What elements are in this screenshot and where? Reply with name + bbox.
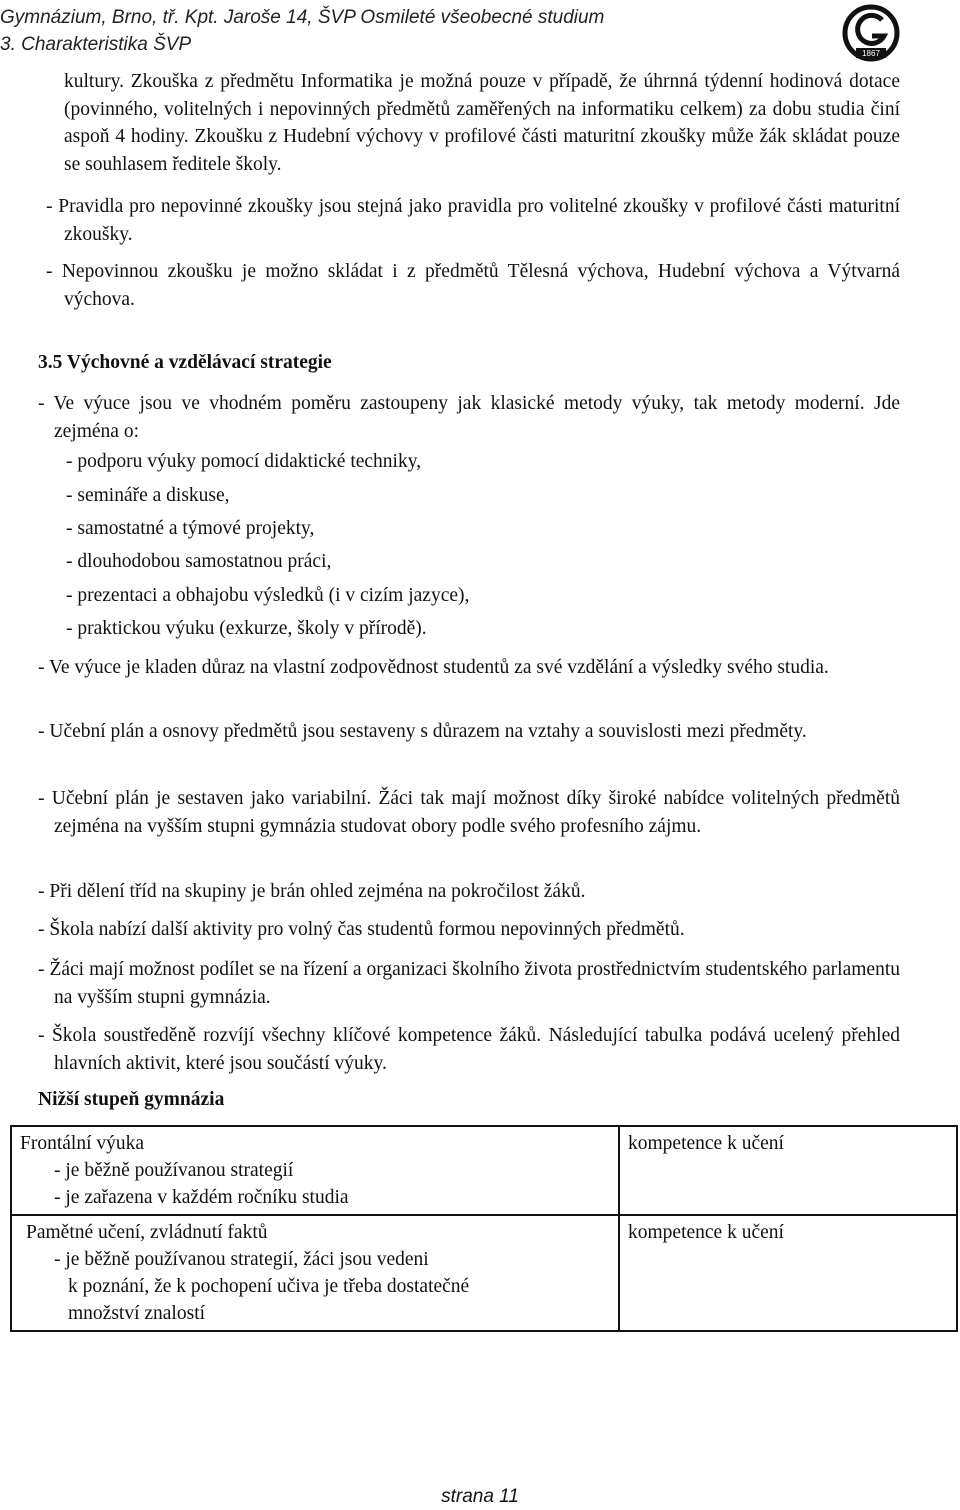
- activity-detail: - je zařazena v každém ročníku studia: [54, 1187, 349, 1208]
- list-item: - samostatné a týmové projekty,: [66, 518, 315, 539]
- competence-label: kompetence k učení: [628, 1133, 784, 1154]
- table-cell-activity: [11, 1126, 619, 1215]
- activity-detail: - je běžně používanou strategií: [54, 1160, 294, 1181]
- list-item: - semináře a diskuse,: [66, 485, 230, 506]
- activity-title: Pamětné učení, zvládnutí faktů: [26, 1222, 268, 1243]
- table-cell-competence: [619, 1126, 957, 1215]
- strategy-item: - Škola soustředěně rozvíjí všechny klíčové kompetence žáků. Následující tabulka podává ucelený přehled hlavních aktivit, které jsou součástí výuky.: [38, 1025, 900, 1074]
- strategy-item: - Učební plán je sestaven jako variabilní. Žáci tak mají možnost díky široké nabídce volitelných předmětů zejména na vyšším stupni gymnázia studovat obory podle svého profesního zájmu.: [38, 788, 900, 837]
- activity-detail: k poznání, že k pochopení učiva je třeba dostatečné: [68, 1276, 470, 1297]
- bullet-extra-subjects: - Nepovinnou zkoušku je možno skládat i z předmětů Tělesná výchova, Hudební výchova a Výtvarná výchova.: [46, 261, 900, 310]
- list-item: - podporu výuky pomocí didaktické techniky,: [66, 451, 422, 472]
- table-heading: Nižší stupeň gymnázia: [38, 1089, 225, 1110]
- activity-detail: - je běžně používanou strategií, žáci jsou vedeni: [54, 1249, 429, 1270]
- activity-detail: množství znalostí: [68, 1303, 206, 1324]
- activity-title: Frontální výuka: [20, 1133, 145, 1154]
- intro-paragraph: kultury. Zkouška z předmětu Informatika je možná pouze v případě, že úhrnná týdenní hodinová dotace (povinného, volitelných i nepovinných předmětů zaměřených na informatiku celkem) za dobu studia činí aspoň 4 hodiny. Zkoušku z Hudební výchovy v profilové části maturitní zkoušky může žák skládat pouze se souhlasem ředitele školy.: [64, 71, 900, 175]
- list-item: - prezentaci a obhajobu výsledků (i v cizím jazyce),: [66, 585, 470, 606]
- activities-table: [10, 1125, 958, 1332]
- table-cell-competence: [619, 1215, 957, 1331]
- table-row: [11, 1126, 957, 1215]
- page-header: [0, 4, 604, 58]
- header-chapter: 3. Charakteristika ŠVP: [0, 34, 192, 55]
- section-heading: 3.5 Výchovné a vzdělávací strategie: [38, 352, 332, 373]
- competence-label: kompetence k učení: [628, 1222, 784, 1243]
- strategy-item: - Učební plán a osnovy předmětů jsou sestaveny s důrazem na vztahy a souvislosti mezi předměty.: [38, 721, 807, 742]
- table-row: [11, 1215, 957, 1331]
- list-item: - dlouhodobou samostatnou práci,: [66, 551, 332, 572]
- strategy-item: - Ve výuce je kladen důraz na vlastní zodpovědnost studentů za své vzdělání a výsledky svého studia.: [38, 657, 829, 678]
- page-number: strana 11: [441, 1486, 519, 1507]
- logo-year: 1867: [862, 49, 880, 58]
- table-cell-activity: [11, 1215, 619, 1331]
- header-title: Gymnázium, Brno, tř. Kpt. Jaroše 14, ŠVP Osmileté všeobecné studium: [0, 7, 605, 28]
- strategy-intro: - Ve výuce jsou ve vhodném poměru zastoupeny jak klasické metody výuky, tak metody moderní. Jde zejména o:: [38, 393, 900, 442]
- strategy-item: - Škola nabízí další aktivity pro volný čas studentů formou nepovinných předmětů.: [38, 919, 685, 940]
- school-logo-icon: [842, 2, 900, 64]
- bullet-optional-exams: - Pravidla pro nepovinné zkoušky jsou stejná jako pravidla pro volitelné zkoušky v profilové části maturitní zkoušky.: [46, 196, 900, 245]
- strategy-item: - Žáci mají možnost podílet se na řízení a organizaci školního života prostřednictvím studentského parlamentu na vyšším stupni gymnázia.: [38, 959, 900, 1008]
- list-item: - praktickou výuku (exkurze, školy v přírodě).: [66, 618, 427, 639]
- strategy-item: - Při dělení tříd na skupiny je brán ohled zejména na pokročilost žáků.: [38, 881, 586, 902]
